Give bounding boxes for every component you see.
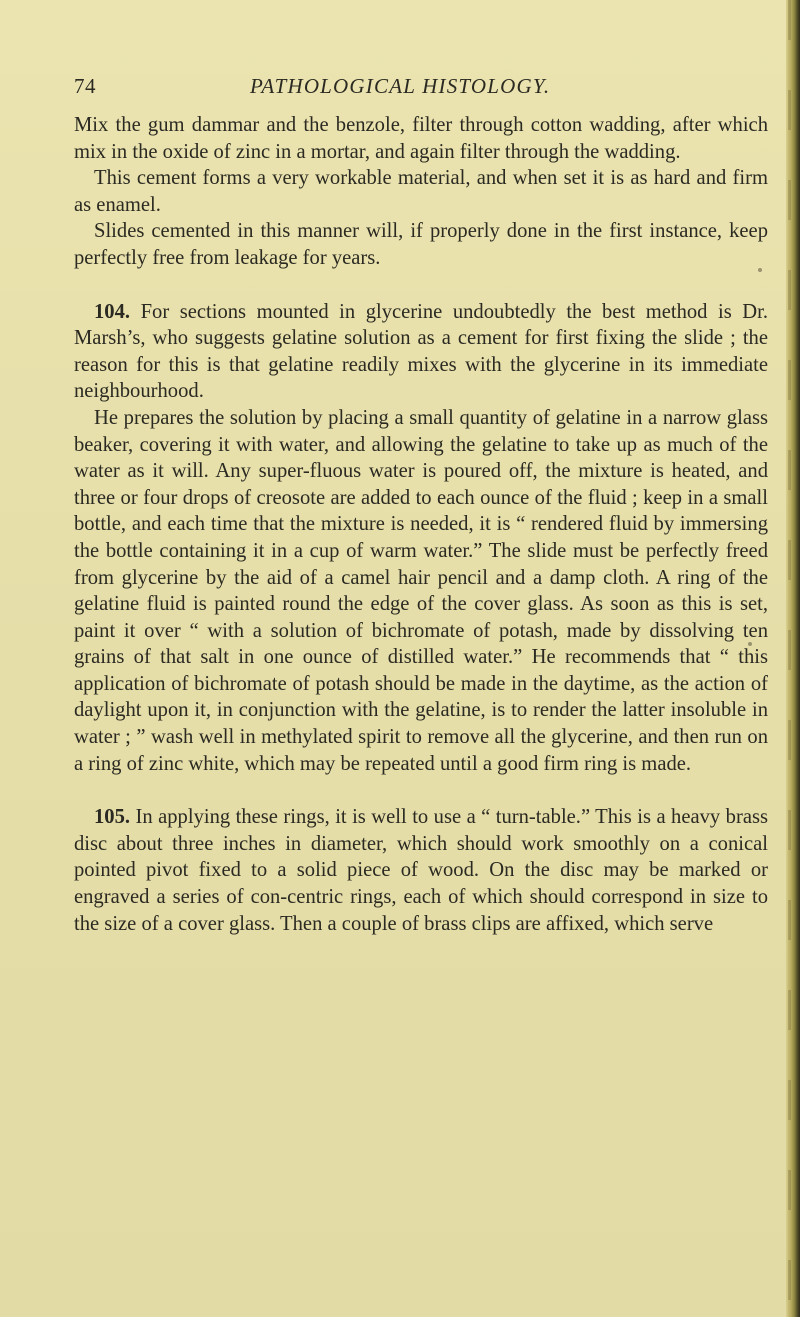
- paragraph-slides-cemented: Slides cemented in this manner will, if properly done in the first instance, keep perfectly free from leakage for years.: [74, 220, 768, 269]
- book-binding-edge: [786, 0, 800, 1317]
- page-number: 74: [74, 74, 96, 98]
- ink-spot: [748, 642, 752, 646]
- running-title: PATHOLOGICAL HISTOLOGY.: [250, 74, 551, 98]
- section-gap: [74, 272, 768, 299]
- page-header: [74, 74, 754, 104]
- paragraph-104-text: For sections mounted in glycerine undoubtedly the best method is Dr. Marsh’s, who suggests gelatine solution as a cement for first fixing the slide ; the reason for this is that gelatine readily mixes with the glycerine in its immediate neighbourhood.: [74, 300, 768, 403]
- body-text: [74, 112, 768, 937]
- section-gap: [74, 777, 768, 804]
- paragraph-105: [74, 804, 768, 937]
- section-number-105: 105.: [94, 806, 131, 829]
- ink-spot: [758, 268, 762, 272]
- paragraph-105-text: In applying these rings, it is well to use a “ turn-table.” This is a heavy brass disc about three inches in diameter, which should work smoothly on a conical pointed pivot fixed to a solid piece of wood. On the disc may be marked or engraved a series of con-centric rings, each of which should correspond in size to the size of a cover glass. Then a couple of brass clips are affixed, which serve: [74, 806, 768, 935]
- section-number-104: 104.: [94, 300, 131, 323]
- paragraph-he-prepares: He prepares the solution by placing a small quantity of gelatine in a narrow glass beaker, covering it with water, and allowing the gelatine to take up as much of the water as it will. Any super-fluous water is poured off, the mixture is heated, and three or four drops of creosote are added to each ounce of the fluid ; keep in a small bottle, and each time that the mixture is needed, it is “ rendered fluid by immersing the bottle containing it in a cup of warm water.” The slide must be perfectly freed from glycerine by the aid of a camel hair pencil and a damp cloth. A ring of the gelatine fluid is painted round the edge of the cover glass. As soon as this is set, paint it over “ with a solution of bichromate of potash, made by dissolving ten grains of that salt in one ounce of distilled water.” He recommends that “ this application of bichromate of potash should be made in the daytime, as the action of daylight upon it, in conjunction with the gelatine, is to render the latter insoluble in water ; ” wash well in methylated spirit to remove all the glycerine, and then run on a ring of zinc white, which may be repeated until a good firm ring is made.: [74, 406, 768, 775]
- paragraph-mix-gum: Mix the gum dammar and the benzole, filter through cotton wadding, after which mix in the oxide of zinc in a mortar, and again filter through the wadding.: [74, 114, 768, 163]
- paragraph-cement-forms: This cement forms a very workable material, and when set it is as hard and firm as enamel.: [74, 167, 768, 216]
- paragraph-104: [74, 299, 768, 405]
